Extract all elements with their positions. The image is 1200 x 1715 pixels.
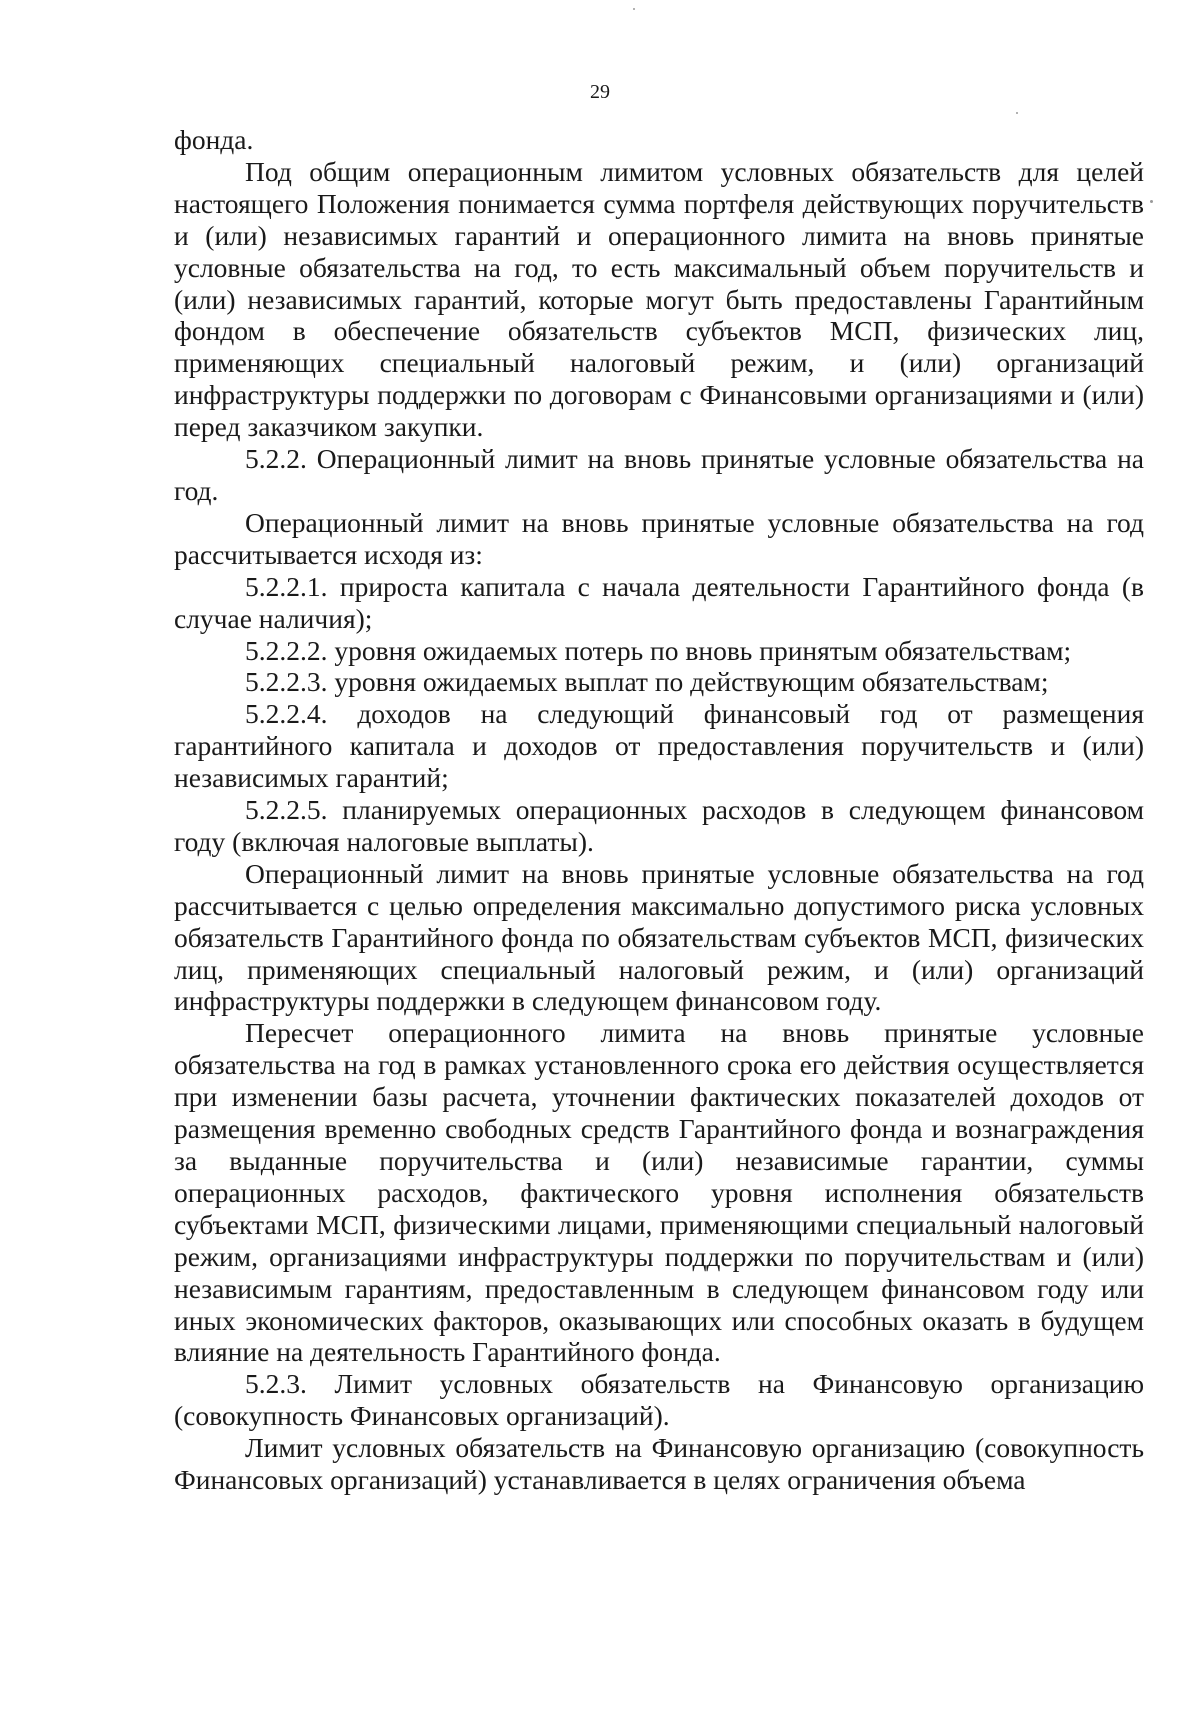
document-body: [174, 124, 1144, 1496]
list-item-5-2-2-2: 5.2.2.2. уровня ожидаемых потерь по вновь принятым обязательствам;: [245, 634, 1072, 666]
scan-speck: [1150, 200, 1153, 203]
section-heading-5-2-2: 5.2.2. Операционный лимит на вновь принятые условные обязательства на год.: [174, 443, 1144, 506]
scan-speck: [633, 8, 635, 10]
paragraph-operational-limit-definition: Под общим операционным лимитом условных обязательств для целей настоящего Положения понимается сумма портфеля действующих поручительств и (или) независимых гарантий и операционного лимита на вновь принятые условные обязательства на год, то есть максимальный объем поручительств и (или) независимых гарантий, которые могут быть предоставлены Гарантийным фондом в обеспечение обязательств субъектов МСП, физических лиц, применяющих специальный налоговый режим, и (или) организаций инфраструктуры поддержки по договорам с Финансовыми организациями и (или) перед заказчиком закупки.: [174, 155, 1144, 443]
paragraph-limit-recalculation: Пересчет операционного лимита на вновь принятые условные обязательства на год в рамках установленного срока его действия осуществляется при изменении базы расчета, уточнении фактических показателей доходов от размещения временно свободных средств Гарантийного фонда и вознаграждения за выданные поручительства и (или) независимые гарантии, суммы операционных расходов, фактического уровня исполнения обязательств субъектами МСП, физическими лицами, применяющими специальный налоговый режим, организациями инфраструктуры поддержки по поручительствам и (или) независимым гарантиям, предоставленным в следующем финансовом году или иных экономических факторов, оказывающих или способных оказать в будущем влияние на деятельность Гарантийного фонда.: [174, 1017, 1144, 1368]
scan-speck: [1016, 112, 1018, 114]
page-number: 29: [590, 81, 610, 103]
paragraph-continuation: фонда.: [174, 124, 254, 155]
section-heading-5-2-3: 5.2.3. Лимит условных обязательств на Финансовую организацию (совокупность Финансовых организаций).: [174, 1368, 1144, 1432]
paragraph-financial-org-limit: Лимит условных обязательств на Финансовую организацию (совокупность Финансовых организаций) устанавливается в целях ограничения объема: [174, 1432, 1144, 1496]
paragraph-limit-calculation-basis: Операционный лимит на вновь принятые условные обязательства на год рассчитывается исходя из:: [174, 506, 1144, 570]
list-item-5-2-2-5: 5.2.2.5. планируемых операционных расходов в следующем финансовом году (включая налоговые выплаты).: [174, 794, 1144, 857]
list-item-5-2-2-4: 5.2.2.4. доходов на следующий финансовый год от размещения гарантийного капитала и доходов от предоставления поручительств и (или) независимых гарантий;: [174, 698, 1144, 794]
list-item-5-2-2-3: 5.2.2.3. уровня ожидаемых выплат по действующим обязательствам;: [245, 666, 1049, 698]
list-item-5-2-2-1: 5.2.2.1. прироста капитала с начала деятельности Гарантийного фонда (в случае наличия);: [174, 570, 1144, 634]
paragraph-limit-purpose: Операционный лимит на вновь принятые условные обязательства на год рассчитывается с целью определения максимально допустимого риска условных обязательств Гарантийного фонда по обязательствам субъектов МСП, физических лиц, применяющих специальный налоговый режим, и (или) организаций инфраструктуры поддержки в следующем финансовом году.: [174, 857, 1144, 1017]
